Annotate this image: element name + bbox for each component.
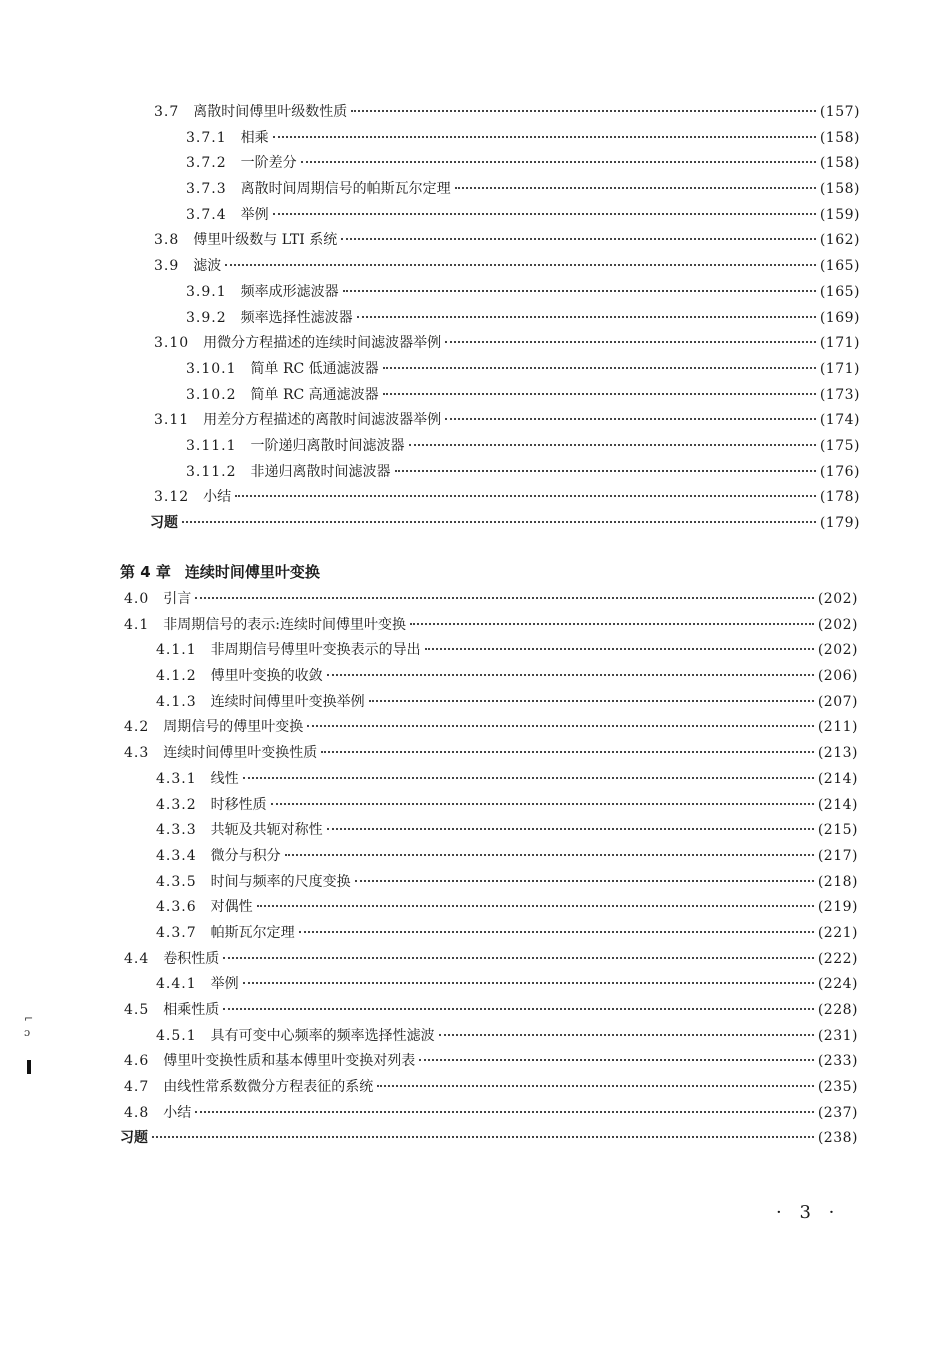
entry-title: 由线性常系数微分方程表征的系统 xyxy=(163,1079,374,1096)
entry-number: 3.10.1 xyxy=(186,360,237,377)
toc-entry xyxy=(150,460,860,486)
dot-leader xyxy=(243,981,814,984)
entry-number: 4.1 xyxy=(124,616,150,633)
entry-title: 习题 xyxy=(150,515,178,531)
entry-title: 离散时间周期信号的帕斯瓦尔定理 xyxy=(240,181,451,198)
entry-page: (157) xyxy=(819,104,860,120)
page-number: · 3 · xyxy=(776,1202,841,1223)
entry-title: 具有可变中心频率的频率选择性滤波 xyxy=(210,1027,435,1044)
entry-page: (202) xyxy=(817,642,858,659)
entry-title: 引言 xyxy=(163,591,192,607)
entry-number: 3.7 xyxy=(154,104,180,120)
entry-title: 简单 RC 低通滤波器 xyxy=(250,360,379,377)
dot-leader xyxy=(355,879,814,882)
entry-page: (219) xyxy=(817,899,858,916)
dot-leader xyxy=(369,699,814,702)
dot-leader xyxy=(357,315,816,318)
toc-entry xyxy=(120,638,858,664)
entry-number: 3.11.1 xyxy=(186,437,237,454)
entry-title: 傅里叶变换性质和基本傅里叶变换对列表 xyxy=(163,1053,416,1070)
entry-page: (238) xyxy=(817,1130,858,1147)
dot-leader xyxy=(341,237,816,240)
toc-entry xyxy=(150,126,860,152)
entry-page: (158) xyxy=(819,155,860,172)
dot-leader xyxy=(343,289,816,292)
entry-title: 傅里叶变换的收敛 xyxy=(210,668,323,685)
dot-leader xyxy=(327,673,814,676)
entry-number: 4.3.3 xyxy=(156,822,197,839)
toc-entry xyxy=(120,715,858,741)
dot-leader xyxy=(321,750,814,753)
entry-title: 频率成形滤波器 xyxy=(240,283,339,300)
entry-title: 小结 xyxy=(163,1104,192,1121)
entry-page: (221) xyxy=(817,924,858,941)
entry-title: 帕斯瓦尔定理 xyxy=(210,924,295,941)
dot-leader xyxy=(410,622,814,625)
entry-page: (215) xyxy=(817,822,858,839)
entry-title: 频率选择性滤波器 xyxy=(240,309,353,326)
toc-entry xyxy=(120,1126,858,1152)
entry-title: 时移性质 xyxy=(210,796,267,813)
toc-entry xyxy=(120,587,858,613)
entry-page: (207) xyxy=(817,693,858,710)
entry-page: (174) xyxy=(819,412,860,429)
entry-page: (233) xyxy=(817,1053,858,1070)
entry-page: (222) xyxy=(817,950,858,967)
entry-page: (213) xyxy=(817,745,858,762)
entry-number: 3.8 xyxy=(154,232,180,249)
entry-number: 3.11.2 xyxy=(186,463,237,480)
entry-page: (176) xyxy=(819,463,860,480)
toc-entry xyxy=(120,895,858,921)
dot-leader xyxy=(439,1033,814,1036)
entry-page: (211) xyxy=(817,719,858,736)
dot-leader xyxy=(351,109,816,112)
dot-leader xyxy=(383,392,816,395)
toc-section-chapter4 xyxy=(120,557,858,1152)
entry-number: 4.3.7 xyxy=(156,924,197,941)
entry-title: 举例 xyxy=(210,976,239,993)
scan-margin-mark: ⌐ ɔ xyxy=(24,1012,34,1039)
dot-leader xyxy=(419,1058,814,1061)
entry-page: (159) xyxy=(819,206,860,223)
entry-number: 4.5 xyxy=(124,1002,150,1018)
entry-page: (171) xyxy=(819,360,860,377)
dot-leader xyxy=(223,956,814,959)
entry-page: (214) xyxy=(817,770,858,787)
toc-entry xyxy=(150,511,860,537)
toc-entry xyxy=(120,921,858,947)
dot-leader xyxy=(301,160,816,163)
dot-leader xyxy=(273,212,816,215)
entry-title: 周期信号的傅里叶变换 xyxy=(163,719,304,736)
toc-entry xyxy=(150,177,860,203)
entry-page: (202) xyxy=(817,591,858,607)
entry-title: 举例 xyxy=(240,206,269,223)
toc-list-chapter4 xyxy=(120,587,858,1152)
dot-leader xyxy=(195,596,814,599)
dot-leader xyxy=(223,1007,814,1010)
entry-title: 非递归离散时间滤波器 xyxy=(250,463,391,480)
entry-page: (231) xyxy=(817,1027,858,1044)
entry-title: 线性 xyxy=(210,770,239,787)
entry-number: 3.7.2 xyxy=(186,155,227,172)
entry-title: 一阶递归离散时间滤波器 xyxy=(250,437,405,454)
entry-number: 3.7.4 xyxy=(186,206,227,223)
dot-leader xyxy=(299,930,814,933)
entry-page: (162) xyxy=(819,232,860,249)
entry-number: 4.1.1 xyxy=(156,642,197,659)
toc-entry xyxy=(120,1101,858,1127)
dot-leader xyxy=(195,1110,814,1113)
entry-title: 时间与频率的尺度变换 xyxy=(210,873,351,890)
entry-title: 离散时间傅里叶级数性质 xyxy=(193,104,348,120)
toc-entry xyxy=(150,203,860,229)
toc-entry xyxy=(120,741,858,767)
toc-entry xyxy=(120,664,858,690)
entry-number: 3.10 xyxy=(154,335,190,352)
entry-title: 微分与积分 xyxy=(210,847,281,864)
entry-number: 3.9.1 xyxy=(186,283,227,300)
entry-page: (214) xyxy=(817,796,858,813)
entry-number: 4.3.6 xyxy=(156,899,197,916)
entry-page: (217) xyxy=(817,847,858,864)
toc-entry xyxy=(150,434,860,460)
entry-number: 4.4 xyxy=(124,950,150,967)
toc-entry xyxy=(120,767,858,793)
entry-title: 对偶性 xyxy=(210,899,253,916)
entry-title: 相乘性质 xyxy=(163,1002,220,1018)
entry-title: 用差分方程描述的离散时间滤波器举例 xyxy=(203,412,442,429)
toc-entry xyxy=(150,331,860,357)
entry-number: 3.9 xyxy=(154,258,180,275)
entry-title: 傅里叶级数与 LTI 系统 xyxy=(193,232,338,249)
entry-number: 3.7.3 xyxy=(186,181,227,198)
dot-leader xyxy=(182,520,816,523)
toc-entry xyxy=(120,1049,858,1075)
entry-title: 卷积性质 xyxy=(163,950,220,967)
entry-number: 4.3.5 xyxy=(156,873,197,890)
entry-title: 连续时间傅里叶变换举例 xyxy=(210,693,365,710)
entry-page: (218) xyxy=(817,873,858,890)
dot-leader xyxy=(395,469,816,472)
toc-entry xyxy=(150,280,860,306)
dot-leader xyxy=(307,724,814,727)
toc-entry xyxy=(120,1024,858,1050)
entry-number: 4.4.1 xyxy=(156,976,197,993)
entry-number: 4.1.3 xyxy=(156,693,197,710)
toc-entry xyxy=(120,613,858,639)
toc-entry xyxy=(150,254,860,280)
toc-entry xyxy=(120,844,858,870)
toc-entry xyxy=(120,870,858,896)
chapter-title: 连续时间傅里叶变换 xyxy=(184,563,320,581)
scan-margin-bar xyxy=(27,1060,31,1074)
entry-page: (228) xyxy=(817,1002,858,1018)
dot-leader xyxy=(257,904,814,907)
entry-number: 3.11 xyxy=(154,412,190,429)
toc-entry xyxy=(150,408,860,434)
dot-leader xyxy=(285,853,814,856)
entry-number: 3.12 xyxy=(154,489,190,506)
entry-title: 非周期信号的表示:连续时间傅里叶变换 xyxy=(163,616,406,633)
chapter-heading xyxy=(120,557,858,587)
entry-number: 3.10.2 xyxy=(186,386,237,403)
entry-number: 4.3.4 xyxy=(156,847,197,864)
entry-title: 小结 xyxy=(203,489,232,506)
entry-number: 4.6 xyxy=(124,1053,150,1070)
toc-entry xyxy=(150,228,860,254)
entry-page: (165) xyxy=(819,258,860,275)
toc-entry xyxy=(150,151,860,177)
entry-page: (173) xyxy=(819,386,860,403)
toc-entry xyxy=(120,947,858,973)
entry-number: 4.7 xyxy=(124,1079,150,1096)
entry-page: (171) xyxy=(819,335,860,352)
entry-title: 一阶差分 xyxy=(240,155,297,172)
dot-leader xyxy=(225,263,816,266)
entry-number: 4.3.1 xyxy=(156,770,197,787)
entry-title: 共轭及共轭对称性 xyxy=(210,822,323,839)
entry-number: 4.8 xyxy=(124,1104,150,1121)
toc-entry xyxy=(150,306,860,332)
entry-page: (235) xyxy=(817,1079,858,1096)
dot-leader xyxy=(445,417,816,420)
toc-entry xyxy=(150,100,860,126)
entry-number: 3.9.2 xyxy=(186,309,227,326)
dot-leader xyxy=(243,776,814,779)
entry-page: (206) xyxy=(817,668,858,685)
entry-page: (224) xyxy=(817,976,858,993)
toc-entry xyxy=(150,383,860,409)
entry-page: (158) xyxy=(819,181,860,198)
toc-entry xyxy=(120,972,858,998)
entry-title: 习题 xyxy=(120,1130,148,1147)
toc-section-chapter3 xyxy=(150,100,860,537)
toc-entry xyxy=(120,818,858,844)
dot-leader xyxy=(235,494,816,497)
dot-leader xyxy=(273,135,816,138)
toc-entry xyxy=(150,357,860,383)
dot-leader xyxy=(425,647,814,650)
entry-page: (175) xyxy=(819,437,860,454)
dot-leader xyxy=(271,802,814,805)
toc-entry xyxy=(120,793,858,819)
toc-entry xyxy=(120,1075,858,1101)
entry-page: (237) xyxy=(817,1104,858,1121)
entry-number: 4.1.2 xyxy=(156,668,197,685)
entry-title: 相乘 xyxy=(240,129,269,146)
entry-number: 4.2 xyxy=(124,719,150,736)
toc-entry xyxy=(150,485,860,511)
toc-entry xyxy=(120,690,858,716)
entry-page: (165) xyxy=(819,283,860,300)
dot-leader xyxy=(383,366,816,369)
entry-title: 连续时间傅里叶变换性质 xyxy=(163,745,318,762)
entry-page: (178) xyxy=(819,489,860,506)
dot-leader xyxy=(409,443,816,446)
chapter-label: 第 4 章 xyxy=(120,563,171,581)
entry-number: 4.3.2 xyxy=(156,796,197,813)
entry-number: 4.5.1 xyxy=(156,1027,197,1044)
entry-title: 用微分方程描述的连续时间滤波器举例 xyxy=(203,335,442,352)
entry-number: 4.0 xyxy=(124,591,150,607)
entry-title: 非周期信号傅里叶变换表示的导出 xyxy=(210,642,421,659)
entry-page: (169) xyxy=(819,309,860,326)
entry-page: (179) xyxy=(819,515,860,531)
entry-title: 滤波 xyxy=(193,258,222,275)
entry-number: 3.7.1 xyxy=(186,129,227,146)
entry-page: (202) xyxy=(817,616,858,633)
entry-title: 简单 RC 高通滤波器 xyxy=(250,386,379,403)
toc-entry xyxy=(120,998,858,1024)
entry-page: (158) xyxy=(819,129,860,146)
dot-leader xyxy=(445,340,816,343)
dot-leader xyxy=(152,1135,814,1138)
dot-leader xyxy=(327,827,814,830)
dot-leader xyxy=(455,186,816,189)
dot-leader xyxy=(377,1084,814,1087)
entry-number: 4.3 xyxy=(124,745,150,762)
